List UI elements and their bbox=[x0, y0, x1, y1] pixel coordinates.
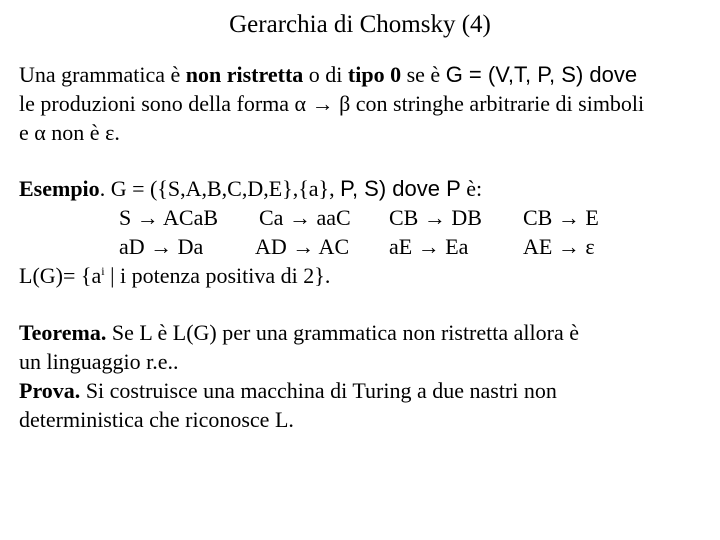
example-intro bbox=[19, 174, 482, 203]
definition-text: o di bbox=[303, 62, 348, 87]
production-rule: aE → Ea bbox=[389, 234, 469, 259]
term-non-ristretta: non ristretta bbox=[185, 62, 304, 87]
term-tipo-0: tipo 0 bbox=[347, 62, 402, 87]
proof-text: Si costruisce una macchina di Turing a due nastri non bbox=[80, 378, 557, 403]
alpha-symbol: α bbox=[294, 91, 307, 116]
production-rule: aD → Da bbox=[119, 234, 204, 259]
epsilon-symbol: ε bbox=[105, 120, 115, 145]
definition-line-2 bbox=[19, 89, 644, 118]
production-rule: Ca → aaC bbox=[259, 205, 351, 230]
definition-text: con stringhe arbitrarie di simboli bbox=[350, 91, 645, 116]
theorem-section bbox=[19, 318, 579, 434]
definition-line-3 bbox=[19, 118, 644, 147]
definition-text: . bbox=[114, 120, 120, 145]
production-row-1 bbox=[19, 203, 599, 232]
language-exponent: i bbox=[101, 264, 105, 278]
production-rule: CB → E bbox=[523, 205, 599, 230]
language-text: L(G)= {a bbox=[19, 263, 102, 288]
definition-text: Una grammatica è bbox=[19, 62, 186, 87]
production-rule: AE → ε bbox=[523, 234, 595, 259]
example-text: . G = ({S,A,B,C,D,E},{a}, bbox=[99, 176, 341, 201]
alpha-symbol: α bbox=[34, 120, 46, 145]
theorem-label: Teorema. bbox=[19, 320, 107, 345]
production-row-2 bbox=[19, 232, 595, 261]
definition-text: se è bbox=[401, 62, 446, 87]
proof-label: Prova. bbox=[19, 378, 81, 403]
theorem-text: Se L è L(G) per una grammatica non ristretta allora è bbox=[106, 320, 579, 345]
page-title: Gerarchia di Chomsky (4) bbox=[229, 11, 491, 38]
definition-paragraph bbox=[19, 60, 644, 147]
example-text: è: bbox=[460, 176, 483, 201]
definition-text: e bbox=[19, 120, 35, 145]
grammar-tuple: G = (V,T, P, S) dove bbox=[445, 62, 638, 87]
proof-line-2: deterministica che riconosce L. bbox=[19, 407, 294, 432]
proof-line-1 bbox=[19, 376, 579, 405]
production-rule: S → ACaB bbox=[119, 205, 219, 230]
production-rule: CB → DB bbox=[389, 205, 482, 230]
production-rule: AD → AC bbox=[255, 234, 350, 259]
beta-symbol: β bbox=[339, 91, 351, 116]
example-label: Esempio bbox=[19, 176, 100, 201]
example-text: P, S) dove P bbox=[340, 176, 461, 201]
language-definition bbox=[19, 261, 482, 290]
language-text: | i potenza positiva di 2}. bbox=[104, 263, 331, 288]
definition-text: non è bbox=[45, 120, 106, 145]
definition-text: le produzioni sono della forma bbox=[19, 91, 295, 116]
theorem-line-1 bbox=[19, 318, 579, 347]
theorem-line-2: un linguaggio r.e.. bbox=[19, 349, 179, 374]
arrow-symbol: → bbox=[306, 91, 340, 116]
definition-line-1 bbox=[19, 60, 644, 89]
example-section bbox=[19, 174, 599, 290]
